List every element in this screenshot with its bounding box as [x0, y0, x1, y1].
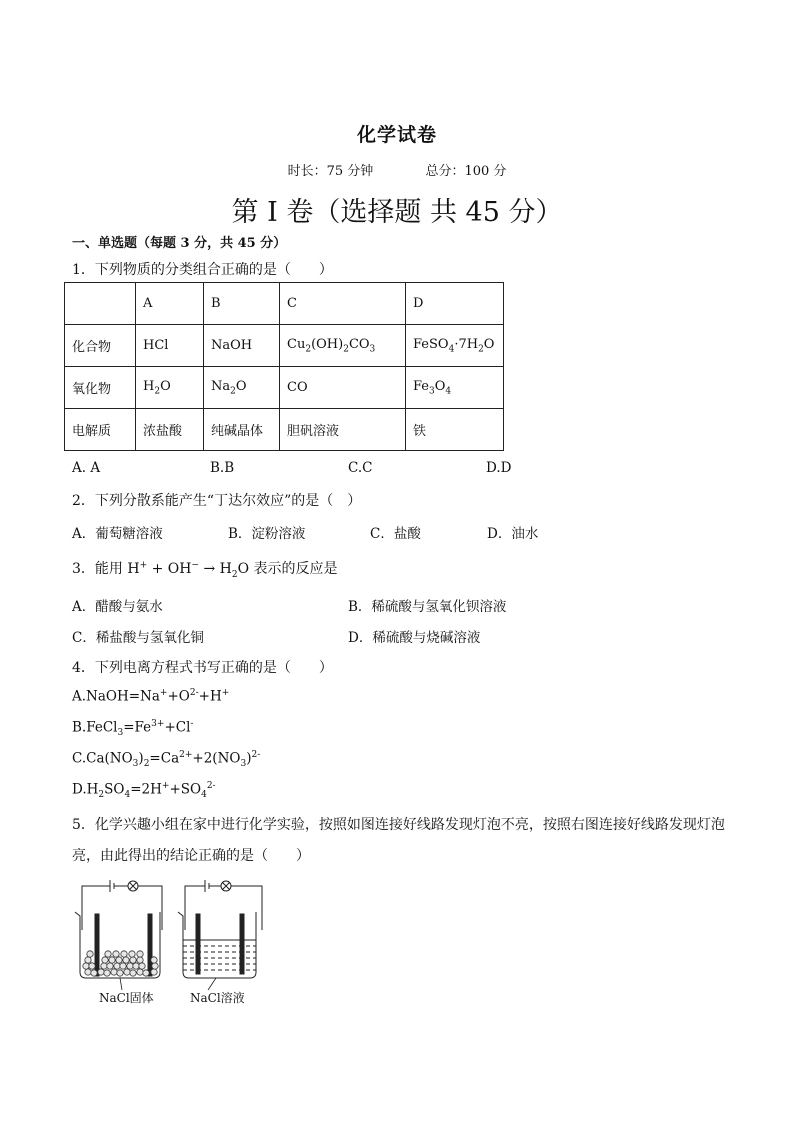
eq-part: D.H	[72, 781, 99, 798]
formula-sub: 3	[429, 386, 435, 397]
q2-option-b[interactable]: B．淀粉溶液	[228, 526, 306, 542]
q1-option-b[interactable]: B.B	[210, 460, 235, 476]
formula-part: CO	[348, 336, 370, 352]
q5-stem-line1: 5．化学兴趣小组在家中进行化学实验，按照如图连接好线路发现灯泡不亮，按照右图连接好线路发现灯泡	[72, 817, 725, 833]
table-cell: NaOH	[204, 325, 280, 367]
table-cell	[280, 325, 406, 367]
formula-part: O	[483, 336, 495, 352]
q3-option-a[interactable]: A．醋酸与氨水	[72, 599, 163, 615]
left-electrode	[196, 914, 200, 974]
eq-part: +O	[167, 688, 190, 705]
table-cell: HCl	[136, 325, 204, 367]
eq-sup: +	[161, 781, 170, 791]
formula-part: FeSO	[413, 336, 449, 352]
q5-stem-line2: 亮，由此得出的结论正确的是（ ）	[72, 848, 310, 864]
formula-sub: 2	[305, 344, 312, 355]
eq-sup: 2-	[189, 688, 199, 698]
q4-option-c[interactable]	[72, 750, 260, 769]
q1-stem: 1．下列物质的分类组合正确的是（ ）	[72, 262, 333, 278]
table-cell: 铁	[406, 409, 504, 451]
eq-part: )	[246, 750, 252, 767]
exam-total-score: 总分：100 分	[425, 164, 507, 179]
table-cell	[406, 325, 504, 367]
section-title: 一、单选题（每题 3 分，共 45 分）	[72, 236, 287, 251]
table-cell: 胆矾溶液	[280, 409, 406, 451]
q4-option-a[interactable]	[72, 688, 229, 705]
q3-stem-part: → H	[199, 561, 232, 577]
q2-option-a[interactable]: A．葡萄糖溶液	[72, 526, 163, 542]
q3-stem-part: + OH	[147, 561, 192, 577]
q3-option-c[interactable]: C．稀盐酸与氢氧化铜	[72, 630, 204, 646]
eq-part: +2(NO	[192, 750, 241, 767]
q3-option-b[interactable]: B．稀硫酸与氢氧化钡溶液	[348, 599, 507, 615]
eq-sub: 2	[143, 759, 150, 770]
q3-stem	[72, 558, 338, 580]
right-circuit	[178, 880, 262, 978]
formula-part: ·7H	[454, 336, 479, 352]
eq-sup: +	[159, 688, 168, 698]
eq-part: B.FeCl	[72, 719, 118, 736]
eq-sub: 2	[98, 790, 105, 801]
eq-part: =Ca	[149, 750, 180, 767]
table-cell: A	[136, 283, 204, 325]
eq-sub: 4	[124, 790, 131, 801]
formula-sub: 2	[343, 344, 349, 355]
q4-stem: 4．下列电离方程式书写正确的是（ ）	[72, 660, 333, 676]
table-header-row	[65, 283, 504, 325]
table-cell: D	[406, 283, 504, 325]
eq-part: +SO	[169, 781, 202, 798]
eq-part: C.Ca(NO	[72, 750, 133, 767]
table-cell	[65, 283, 136, 325]
eq-sub: 4	[201, 790, 207, 801]
eq-part: +Cl	[164, 719, 191, 736]
table-cell	[406, 367, 504, 409]
q3-stem-sub: 2	[231, 569, 238, 580]
table-cell: 浓盐酸	[136, 409, 204, 451]
q1-option-a[interactable]: A. A	[72, 460, 101, 476]
eq-sup: -	[190, 719, 194, 729]
eq-part: =2H	[130, 781, 162, 798]
formula-part: O	[235, 378, 247, 394]
q2-option-d[interactable]: D．油水	[487, 526, 539, 542]
volume-title: 第 I 卷（选择题 共 45 分）	[231, 197, 563, 228]
table-cell: 氧化物	[65, 367, 136, 409]
formula-part: (OH)	[311, 336, 344, 352]
eq-sup: +	[221, 688, 230, 698]
table-row	[65, 325, 504, 367]
q2-option-c[interactable]: C．盐酸	[370, 526, 421, 542]
eq-part: SO	[104, 781, 125, 798]
nacl-solid-particles	[83, 951, 158, 976]
table-cell: C	[280, 283, 406, 325]
eq-sup: 2-	[251, 750, 261, 760]
fig-left-label: NaCl固体	[99, 991, 154, 1005]
formula-sub: 2	[154, 386, 161, 397]
exam-title: 化学试卷	[356, 124, 437, 146]
formula-sub: 4	[448, 344, 455, 355]
q2-stem: 2．下列分散系能产生“丁达尔效应”的是（ ）	[72, 493, 362, 509]
eq-part: )	[138, 750, 144, 767]
eq-sup: 2-	[206, 781, 216, 791]
table-cell: 电解质	[65, 409, 136, 451]
formula-part: H	[143, 378, 155, 394]
formula-sub: 4	[445, 386, 452, 397]
left-electrode	[95, 914, 99, 976]
formula-part: Fe	[413, 378, 430, 394]
q3-stem-part: O 表示的反应是	[237, 561, 338, 577]
formula-part: O	[160, 378, 171, 394]
table-cell: CO	[280, 367, 406, 409]
eq-sub: 3	[132, 759, 139, 770]
table-cell	[136, 367, 204, 409]
formula-part: Na	[211, 378, 231, 394]
q1-option-d[interactable]: D.D	[486, 460, 512, 476]
exam-duration: 时长：75 分钟	[287, 164, 374, 179]
eq-part: A.NaOH=Na	[72, 688, 160, 705]
q3-stem-sup: +	[139, 560, 148, 571]
table-row	[65, 367, 504, 409]
q3-option-d[interactable]: D．稀硫酸与烧碱溶液	[348, 630, 481, 646]
formula-sub: 2	[478, 344, 484, 355]
formula-part: O	[434, 378, 446, 394]
q1-classification-table	[64, 282, 504, 451]
formula-sub: 3	[369, 344, 376, 355]
eq-sup: 2+	[179, 750, 193, 760]
right-electrode	[240, 914, 244, 974]
formula-part: Cu	[287, 336, 306, 352]
eq-part: =Fe	[123, 719, 152, 736]
formula-sub: 2	[230, 386, 236, 397]
exam-meta	[0, 160, 794, 179]
table-cell: B	[204, 283, 280, 325]
right-electrode	[148, 914, 152, 976]
q3-stem-sup: −	[191, 560, 199, 571]
fig-right-label: NaCl溶液	[190, 991, 245, 1005]
q1-option-c[interactable]: C.C	[348, 460, 373, 476]
eq-sub: 3	[240, 759, 247, 770]
table-cell	[204, 367, 280, 409]
eq-sup: 3+	[151, 719, 165, 729]
q4-option-b[interactable]	[72, 719, 193, 738]
eq-sub: 3	[117, 728, 124, 739]
table-row	[65, 409, 504, 451]
q3-stem-part: 3．能用 H	[72, 561, 140, 577]
q4-option-d[interactable]	[72, 781, 216, 800]
table-cell: 纯碱晶体	[204, 409, 280, 451]
eq-part: +H	[198, 688, 222, 705]
table-cell: 化合物	[65, 325, 136, 367]
